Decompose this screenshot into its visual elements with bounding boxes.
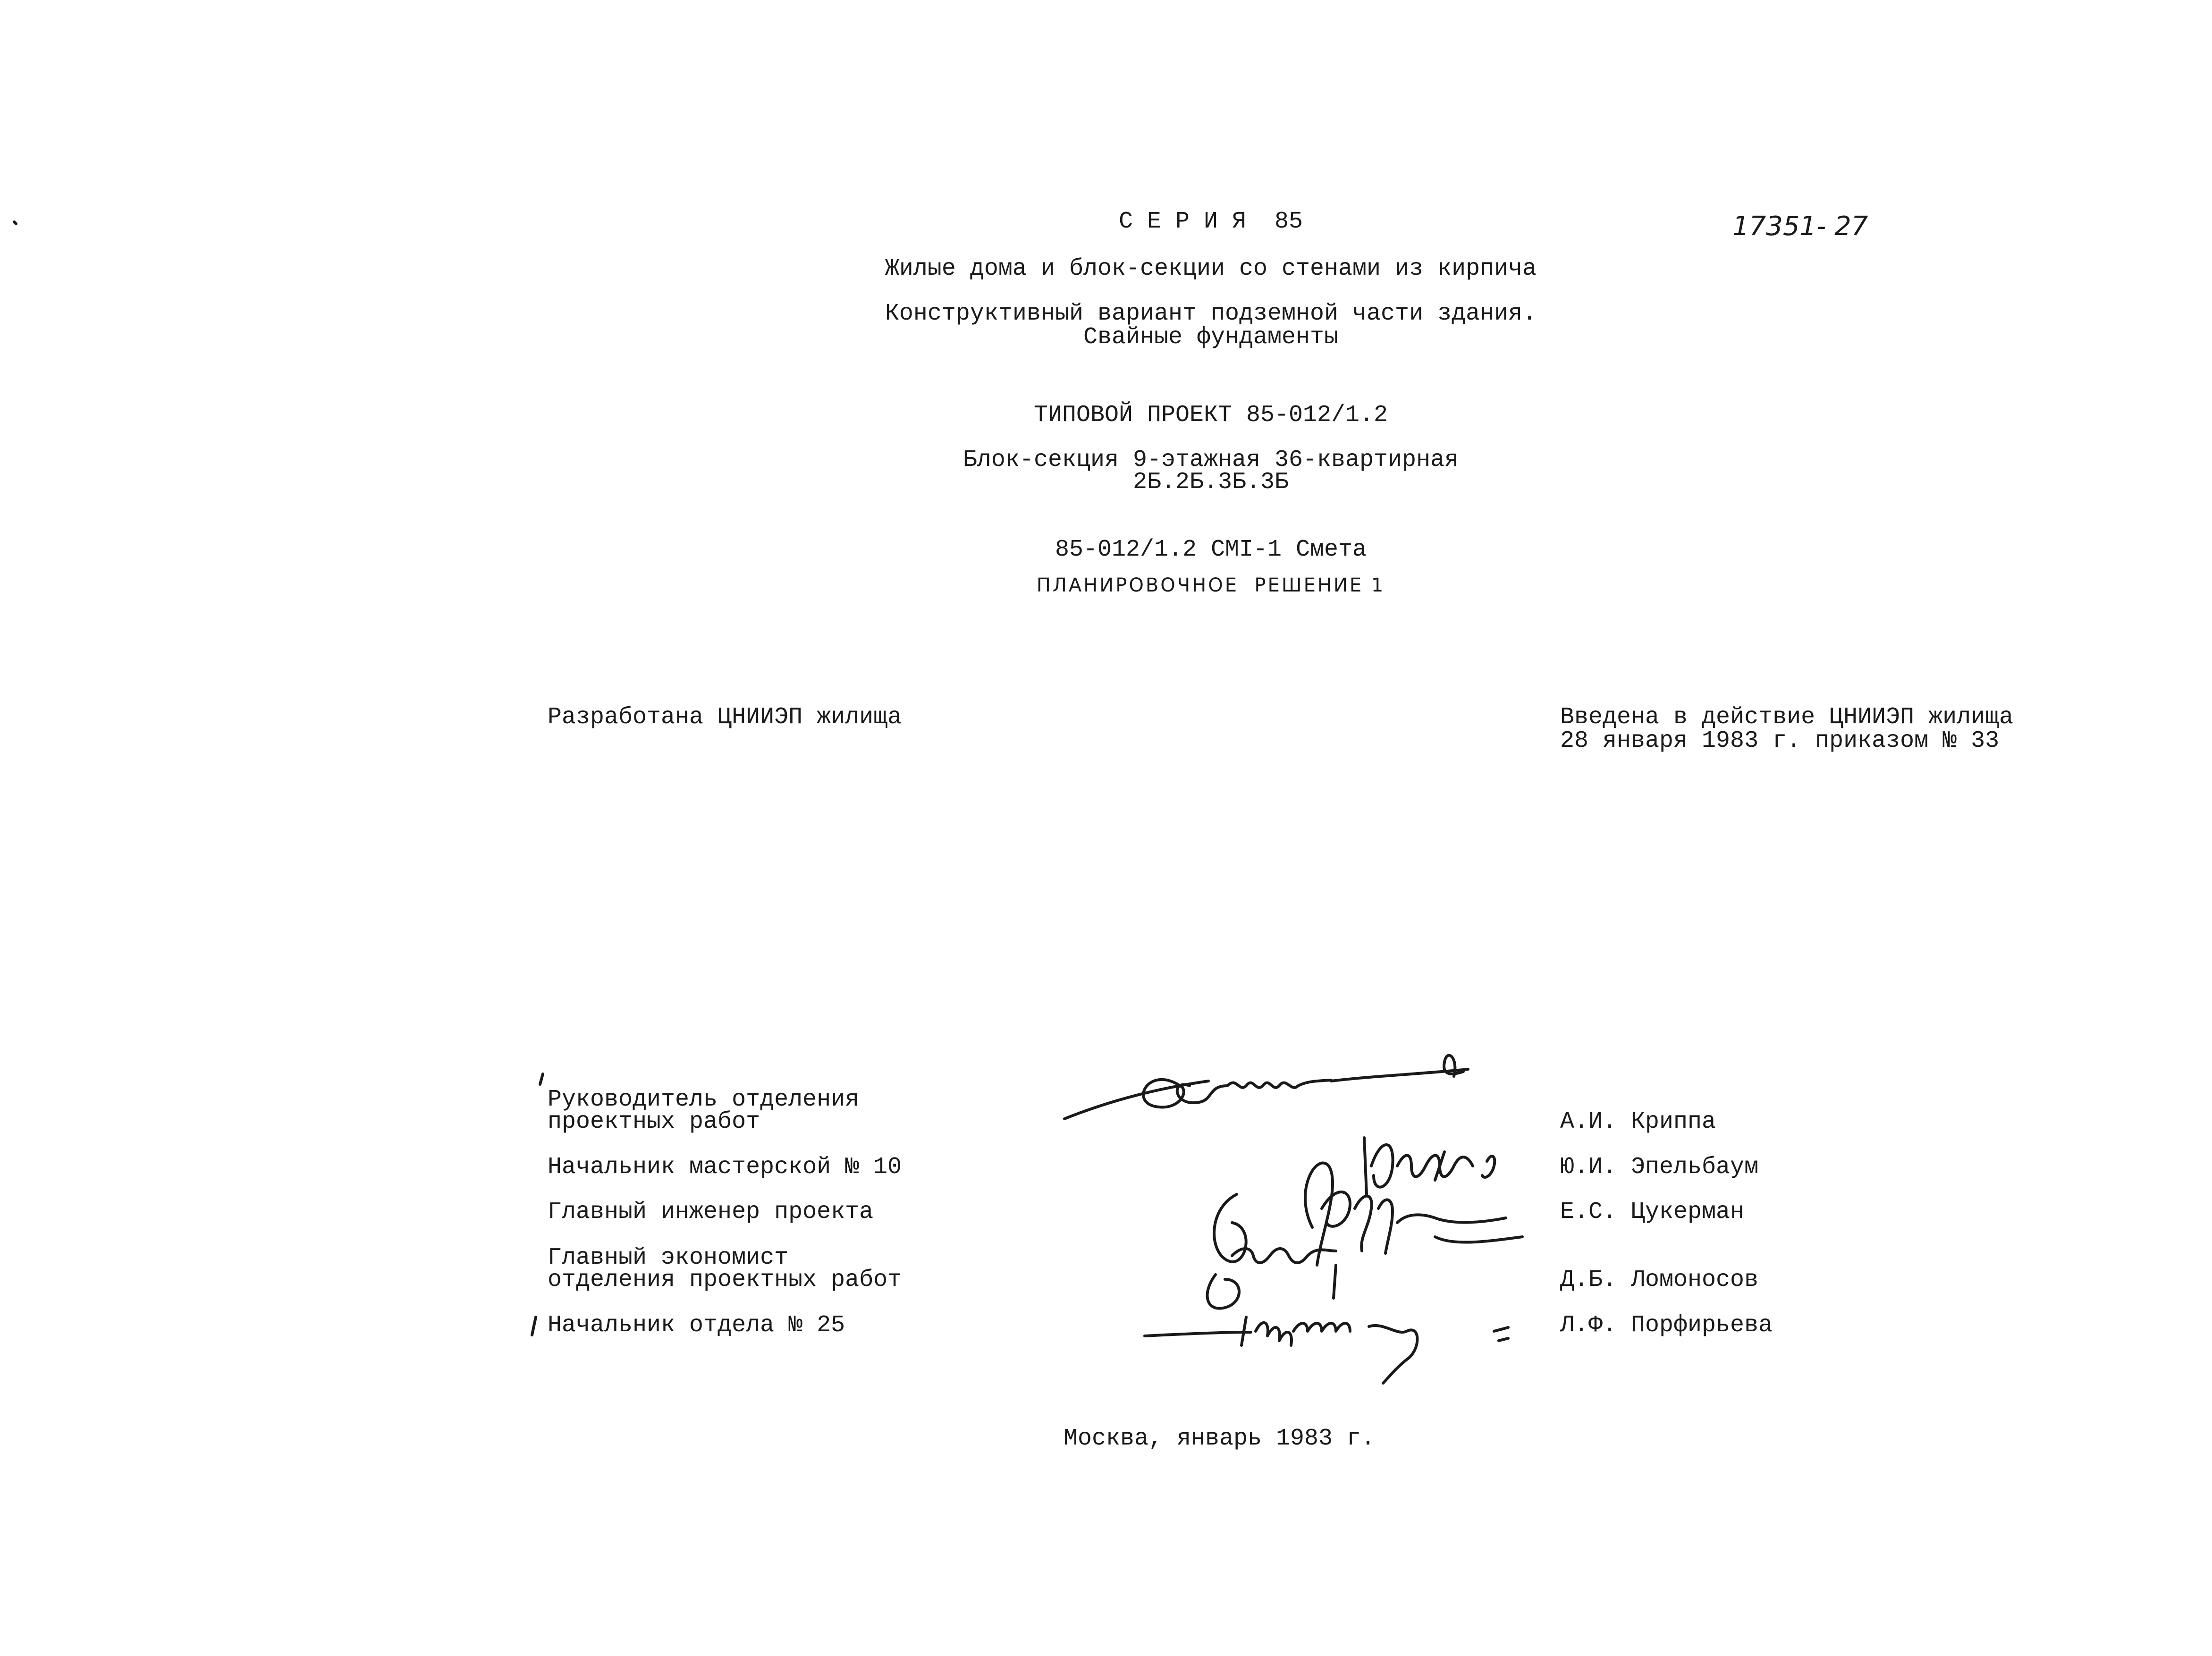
margin-tick-mark-2 (532, 1317, 536, 1335)
role-1-line-2: проектных работ (548, 1108, 760, 1135)
name-4: Д.Б. Ломоносов (1560, 1267, 1759, 1293)
name-1: А.И. Криппа (1560, 1108, 1716, 1135)
title-line-1: Жилые дома и блок-секции со стенами из кирпича (885, 255, 1537, 282)
role-2: Начальник мастерской № 10 (548, 1154, 902, 1181)
place-and-date: Москва, январь 1983 г. (1063, 1425, 1376, 1452)
project-title: ТИПОВОЙ ПРОЕКТ 85-012/1.2 (1033, 402, 1388, 429)
role-4-line-2: отделения проектных работ (548, 1267, 902, 1293)
role-4-line-1: Главный экономист (548, 1244, 789, 1271)
estimate-code: 85-012/1.2 СМI-1 Смета (1055, 536, 1367, 563)
signature-tsukerman (1305, 1163, 1522, 1265)
enacted-line-1: Введена в действие ЦНИИЭП жилища (1560, 704, 2014, 731)
signature-porfirieva (1145, 1317, 1508, 1383)
scan-dot (14, 222, 16, 224)
margin-tick-mark (540, 1074, 543, 1084)
developed-by: Разработана ЦНИИЭП жилища (548, 704, 902, 731)
title-line-2: Конструктивный вариант подземной части здания. (885, 300, 1537, 327)
name-5: Л.Ф. Порфирьева (1560, 1312, 1773, 1339)
signature-lomonosov (1207, 1194, 1336, 1309)
role-5: Начальник отдела № 25 (548, 1312, 845, 1339)
role-1-line-1: Руководитель отделения (548, 1086, 860, 1113)
document-number: 17351- 27 (1732, 211, 1868, 242)
signature-epelbaum (1364, 1138, 1494, 1194)
series-title: С Е Р И Я 85 (1118, 208, 1303, 235)
signature-krippa (1064, 1056, 1468, 1119)
enacted-line-2: 28 января 1983 г. приказом № 33 (1560, 727, 2000, 754)
block-section-line-2: 2Б.2Б.3Б.3Б (1132, 469, 1289, 496)
title-line-3: Свайные фундаменты (1083, 324, 1339, 351)
block-section-line-1: Блок-секция 9-этажная 36-квартирная (962, 447, 1459, 473)
planning-solution: ПЛАНИРОВОЧНОЕ РЕШЕНИЕ 1 (1036, 575, 1385, 596)
name-2: Ю.И. Эпельбаум (1560, 1154, 1759, 1181)
role-3: Главный инженер проекта (548, 1199, 874, 1225)
name-3: Е.С. Цукерман (1560, 1199, 1745, 1225)
